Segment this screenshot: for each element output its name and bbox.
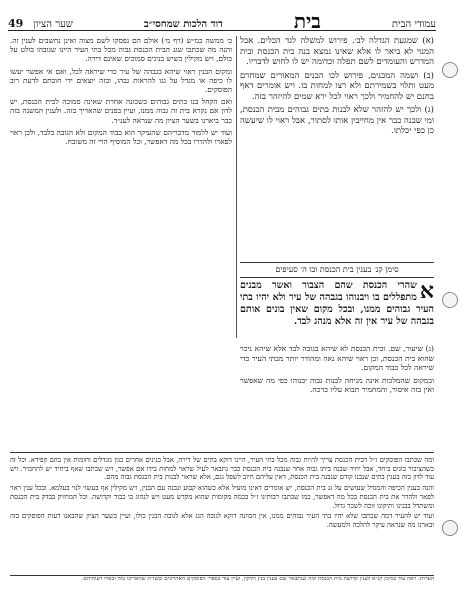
page-number: 49 bbox=[8, 17, 24, 30]
main-text-body: שהרי הכנסת שהם הצבור ואשר מבנים מתפללים בו ויבנוהו בגבהה של עיר ולא יהיו בתי העיר גבוהים ממנו, ובכל מקום שאין בונים אותם בגבהה של עיר אין זה אלא מנהג לבד. bbox=[240, 280, 434, 327]
commentary-paragraph: (ב) ושמה המכנים, פירוש לכו הבנים המאורים שמחרם מעט ותלוי בשמירתם ולא רצו למחות בו. ויש אומרים דאף בחנם יש להחמיר ולכך ראוי לכל ירא שמים להיזהר בזה. bbox=[240, 70, 434, 102]
column-divider bbox=[236, 36, 237, 338]
commentary-paragraph: ובמקום שהמלכות אינה מניחה לבנות גבוה יבנוהו כפי מה שאפשר ואין בזה איסור, והמחמיר תבוא עליו ברכה. bbox=[240, 375, 434, 395]
commentary-right-column bbox=[240, 36, 434, 260]
page-header bbox=[8, 8, 436, 31]
header-right-label: עמודי הבית bbox=[391, 19, 436, 30]
commentary-lower-right bbox=[240, 344, 434, 452]
commentary-paragraph: ומקום הבנין ראוי שיהא בגבהה של עיר כדי שיראה לכל, ואם אי אפשר יעשו לו כיפה או מגדל על גגו להראות גבהו, ובזה יוצאים ידי חובתם לדעת רוב הפוסקים. bbox=[10, 66, 232, 95]
binder-hole-middle bbox=[442, 292, 458, 308]
commentary-paragraph: ועוד יש להעיר דמה שכתבו שלא יהיו בתי העיר גבוהים ממנו, אין הכוונה דוקא לגובה הגג אלא לגובה הבנין כולו, ועיין בשער הציון שהבאנו דעות הפוסקים בזה ובארנו מה שנראה עיקר להלכה ולמעשה. bbox=[10, 512, 434, 529]
commentary-left-column bbox=[10, 36, 232, 338]
binder-hole-top bbox=[442, 62, 458, 78]
initial-letter: א bbox=[419, 280, 434, 304]
commentary-paragraph: והנה בענין הכיפה והמגדל שעושים על גג בית הכנסת, יש אומרים דאינו מועיל אלא כשהוא קבוע ונבנה עם הבנין, ויש מקילין אף בעשוי לנוי בעלמא. ובכל ענין ראוי לפאר ולהדר את בית הכנסת בכל מה דאפשר, כמו שכתבו רבותינו ז״ל בכמה מקומות שהוא מקדש מעט ויש לנהוג בו כבוד וקדושה. וכל המחזיק בבדק בית הכנסת ומשתדל בבנינו ותיקונו זוכה לשכר גדול. bbox=[10, 484, 434, 510]
commentary-paragraph: (ג) ולכך יש להזהר שלא לבנות בתים גבוהים מבית הכנסת, ומי שבנה כבר אין מחייבין אותו לסתור, אבל ראוי לו שיעשה כן כפי יכלתו. bbox=[240, 105, 434, 136]
commentary-paragraph: ב׳ ממשה כמ״ש (דף מ׳) אולם הם נפסקו לשם מצוה ואינן נחשבים לענין זה. והנה מה שכתבו שגג הבית הכנסת גבוה מכל בתי העיר היינו שגובהו בולט על כולם, ויש מקילין כשיש בנינים סמוכים שאינם דירה. bbox=[10, 36, 232, 64]
commentary-paragraph: (ג) שיעור, שם. ובית הכנסת לא שיהא בגובה לבד אלא שיהא ניכר שהוא בית הכנסת, וכן ראוי שיהא נאה ומהודר יותר מבתי העיר כדי שיראה לכל כבוד המקום. bbox=[240, 344, 434, 373]
header-left-label: שער הציון bbox=[33, 19, 73, 30]
section-rule bbox=[10, 452, 434, 453]
header-center-title: דוד הלכות שמחסי״ב bbox=[143, 19, 223, 30]
commentary-paragraph: ועוד יש ללמוד מדבריהם שהעיקר הוא כבוד המקום ולא הגובה בלבד, ולכן ראוי לפארו ולהדרו בכל מה דאפשר, וכל המוסיף הרי זה משובח. bbox=[10, 127, 232, 147]
commentary-paragraph: (א) שמגעת הגדלה לב׳. פירוש למשלה לגד הכלים. אבל המנוי לא ביאר לו אלא שאינו נמצא בנה בית הכנסת ובית המדרש והעומדים לשם תפלה וכדומה יש לו לחוש לדבריו. bbox=[240, 36, 434, 67]
footnotes: הערות: ראה עוד בסימן קנ״א לענין קדושת בית הכנסת ומה שנתבאר שם בענין בנין ותיקון, ועיין עוד בספרי הפוסקים האחרונים ובשו״ת שהאריכו בזה ובארו דעותיהם. bbox=[81, 576, 434, 582]
main-text bbox=[240, 280, 434, 340]
header-big-word: בית bbox=[293, 9, 321, 33]
commentary-paragraph: ומה שכתבו הפוסקים ז״ל דבית הכנסת צריך להיות גבוה מכל בתי העיר, היינו דוקא בתים של דירה, אבל בנינים אחרים כגון מגדלים וחומות אין בהם קפידא. וכל זה כשהציבור בונים ביחד, אבל יחיד שבנה ביתו גבוה אחר שנבנה בית הכנסת כבר נתבאר לעיל שראוי למחות בידו אם אפשר, ויש שכתבו שאף ביחיד יש להחמיר. ויש עוד לדון בזה בענין בתים שנבנו קודם שנבנה בית הכנסת, דאין עליהם חיוב לשפל גגם, אלא שראוי לבנות בית הכנסת גבוה מהם. bbox=[10, 456, 434, 482]
bottom-commentary bbox=[10, 456, 434, 574]
header-left bbox=[8, 17, 73, 30]
commentary-paragraph: ואם הקהל בנו בתים גבוהים בשכונה אחרת שאינה סמוכה לבית הכנסת, יש לדון אם נקרא בית זה גבוה ממנו, ועיין בפנים שהאריך בזה. ולענין המשנה בזה כבר ביארנו בשער הציון מה שנראה לענ״ד. bbox=[10, 97, 232, 125]
siman-heading: סימן קנ׳ בענין בית הכנסת ובו ה׳ סעיפים bbox=[240, 262, 434, 278]
binder-hole-bottom bbox=[442, 520, 458, 536]
